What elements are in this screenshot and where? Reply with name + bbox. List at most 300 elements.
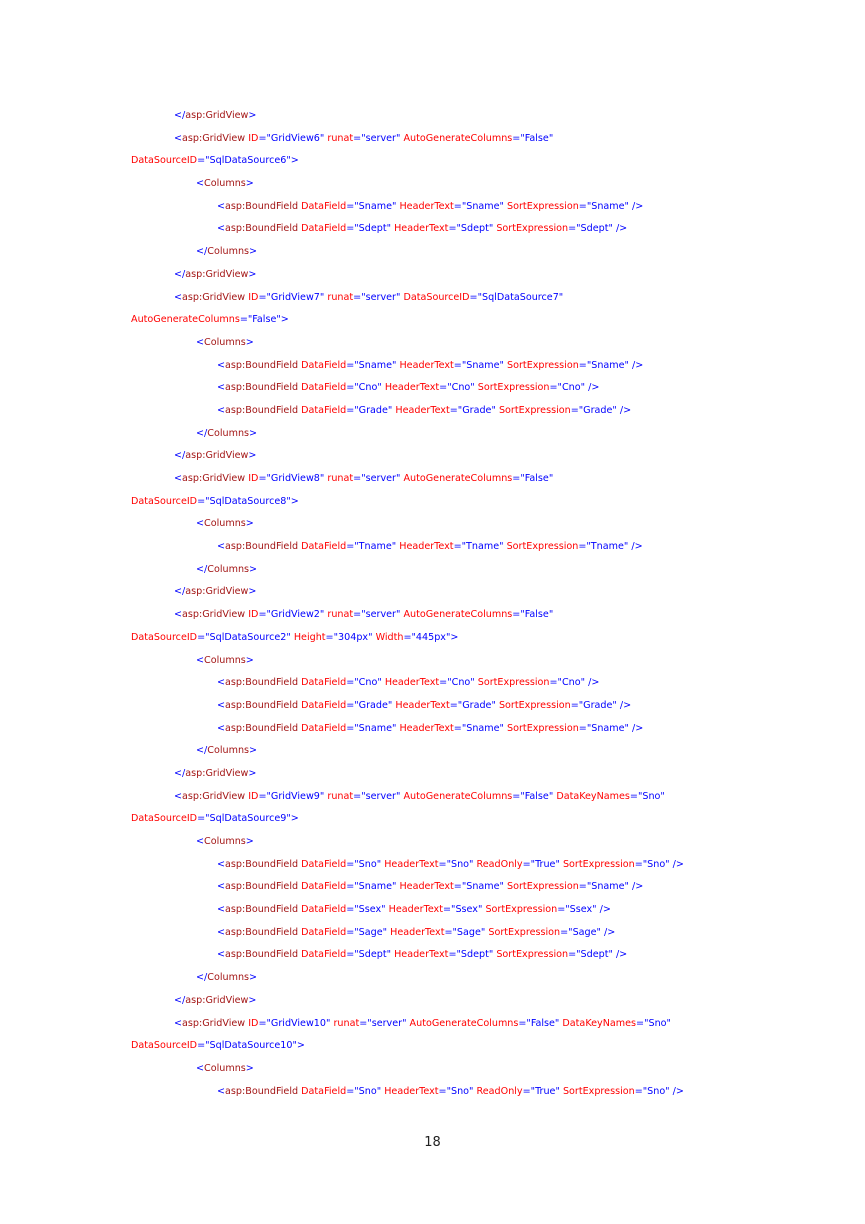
code-token-name: asp:GridView [182, 790, 246, 802]
code-token-attr: HeaderText [395, 699, 450, 711]
code-token-val: "SqlDataSource2" [205, 631, 291, 643]
code-token-val: "False" [526, 1017, 560, 1029]
code-token-tag: </ [196, 563, 208, 575]
code-token-attr: DataField [301, 677, 347, 689]
code-token-tag: </ [174, 268, 186, 280]
code-token-tag: = [346, 382, 355, 394]
code-token-attr: SortExpression [562, 858, 635, 870]
code-line [131, 922, 831, 945]
code-token-tag: > [249, 427, 258, 439]
code-token-tag: </ [174, 994, 186, 1006]
code-line [131, 672, 831, 695]
code-token-attr: HeaderText [394, 949, 449, 961]
code-token-tag: < [217, 382, 226, 394]
code-token-tag: = [512, 473, 521, 484]
code-token-tag: </ [174, 110, 186, 121]
code-token-val: "Sdept" [354, 949, 392, 961]
code-token-attr: SortExpression [507, 359, 579, 371]
code-token-attr: SortExpression [507, 722, 579, 734]
code-token-tag: = [258, 473, 267, 484]
code-token-tag: > [249, 972, 258, 984]
code-token-tag: = [346, 541, 355, 553]
code-token-tag: = [346, 404, 355, 416]
code-token-val: "Grade" [354, 404, 393, 416]
code-token-attr: ID [248, 132, 259, 144]
code-token-tag: = [549, 382, 558, 394]
code-token-attr: DataField [301, 722, 347, 734]
code-token-tag: = [629, 790, 638, 802]
code-line [131, 899, 831, 922]
code-token-tag: = [560, 926, 569, 938]
code-token-val: "Tname" [586, 541, 629, 553]
code-token-tag: = [346, 904, 355, 916]
code-token-val: "Sname" [586, 881, 629, 893]
code-token-name: asp:BoundField [225, 722, 299, 734]
code-token-val: "Grade" [457, 404, 496, 416]
code-token-tag: /> [672, 858, 684, 870]
code-token-tag: = [439, 382, 448, 394]
code-token-attr: runat [327, 790, 354, 802]
code-token-name: asp:BoundField [225, 359, 299, 371]
code-token-tag: < [196, 178, 205, 190]
code-line [131, 287, 831, 310]
code-line [131, 332, 831, 355]
code-line [131, 604, 831, 627]
code-token-val: "Grade" [578, 404, 617, 416]
code-token-attr: DataField [301, 1085, 347, 1097]
code-token-tag: = [634, 1085, 643, 1097]
code-token-tag: /> [615, 949, 628, 961]
code-token-val: "Sname" [586, 359, 629, 371]
code-token-attr: ReadOnly [476, 858, 523, 870]
code-token-tag: = [258, 1017, 267, 1029]
code-token-tag: = [197, 495, 206, 507]
code-token-val: "SqlDataSource8" [205, 495, 291, 507]
code-token-tag: = [634, 858, 643, 870]
code-token-val: "Sname" [461, 881, 504, 893]
code-token-tag: < [196, 1062, 205, 1074]
code-token-attr: DataSourceID [131, 155, 198, 167]
code-token-val: "True" [530, 1085, 560, 1097]
code-line [131, 854, 831, 877]
code-token-tag: = [403, 631, 412, 643]
code-token-val: "Sage" [452, 926, 486, 938]
code-line [131, 241, 831, 264]
code-token-name: asp:BoundField [225, 541, 299, 553]
code-token-attr: AutoGenerateColumns [403, 609, 513, 621]
code-token-attr: SortExpression [498, 404, 571, 416]
code-token-tag: /> [632, 881, 644, 893]
code-token-attr: ID [248, 473, 259, 484]
code-token-tag: = [578, 359, 587, 371]
code-token-attr: DataField [301, 404, 347, 416]
code-token-attr: SortExpression [488, 926, 561, 938]
code-token-tag: > [249, 563, 258, 575]
code-token-name: Columns [204, 518, 246, 530]
code-token-tag: < [196, 836, 205, 847]
code-token-attr: DataField [301, 359, 347, 371]
code-token-val: "SqlDataSource7" [477, 291, 564, 303]
code-token-val: "server" [367, 1017, 407, 1029]
code-token-val: "False" [247, 314, 281, 326]
code-token-attr: AutoGenerateColumns [409, 1017, 519, 1029]
code-token-val: "Cno" [354, 382, 382, 394]
code-line [131, 150, 831, 173]
code-token-tag: /> [599, 904, 611, 916]
code-token-tag: = [512, 132, 521, 144]
code-token-name: asp:BoundField [225, 926, 299, 938]
code-token-attr: runat [327, 291, 354, 303]
code-token-tag: > [245, 336, 254, 348]
code-line [131, 763, 831, 786]
code-token-tag: = [258, 609, 267, 621]
code-token-name: asp:BoundField [225, 223, 299, 235]
code-token-tag: </ [196, 745, 208, 757]
code-token-tag: < [217, 404, 226, 416]
code-token-name: Columns [207, 427, 250, 439]
code-token-val: "Sname" [586, 722, 629, 734]
code-token-val: "Cno" [447, 677, 475, 689]
code-token-attr: SortExpression [498, 699, 571, 711]
code-token-val: "GridView7" [266, 291, 325, 303]
code-token-name: asp:BoundField [225, 382, 299, 394]
code-line [131, 695, 831, 718]
code-token-name: Columns [204, 1062, 246, 1074]
code-line [131, 264, 831, 287]
code-token-tag: = [636, 1017, 645, 1029]
code-token-tag: /> [619, 404, 632, 416]
code-token-tag: = [522, 1085, 531, 1097]
code-token-attr: HeaderText [399, 881, 454, 893]
code-token-attr: DataField [301, 541, 347, 553]
code-line [131, 876, 831, 899]
code-token-val: "Sno" [446, 1085, 474, 1097]
code-token-val: "Cno" [354, 677, 382, 689]
code-token-tag: = [512, 790, 521, 802]
code-token-tag: > [248, 450, 257, 462]
code-token-attr: ReadOnly [476, 1085, 523, 1097]
code-token-name: asp:BoundField [225, 404, 299, 416]
code-token-tag: < [217, 722, 226, 734]
code-token-val: "server" [361, 473, 401, 484]
code-token-tag: /> [588, 677, 600, 689]
code-token-val: "Sdept" [576, 223, 613, 235]
code-token-tag: = [578, 881, 587, 893]
code-token-tag: = [557, 904, 566, 916]
code-token-tag: = [346, 858, 355, 870]
code-token-val: "server" [361, 291, 401, 303]
code-token-name: asp:BoundField [225, 949, 299, 961]
code-token-tag: = [346, 881, 355, 893]
code-token-attr: DataKeyNames [562, 1017, 637, 1029]
code-line [131, 831, 831, 854]
code-token-val: "Grade" [457, 699, 496, 711]
code-token-tag: = [359, 1017, 368, 1029]
code-token-tag: </ [196, 246, 208, 258]
code-token-name: asp:GridView [182, 609, 246, 621]
code-token-val: "server" [361, 132, 401, 144]
code-token-name: asp:BoundField [225, 881, 299, 893]
code-token-val: "Sname" [461, 200, 504, 212]
code-token-val: "GridView9" [266, 790, 325, 802]
code-token-attr: HeaderText [384, 677, 440, 689]
code-token-attr: DataField [301, 223, 347, 235]
code-token-tag: = [438, 1085, 447, 1097]
code-token-tag: > [280, 314, 289, 326]
code-token-tag: = [568, 949, 577, 961]
code-token-tag: /> [632, 359, 644, 371]
code-token-attr: ID [248, 790, 259, 802]
code-token-val: "Sname" [461, 722, 504, 734]
code-token-val: "server" [361, 790, 401, 802]
code-line [131, 400, 831, 423]
code-token-tag: < [217, 904, 226, 916]
code-token-tag: = [258, 291, 267, 303]
code-token-val: "Sno" [644, 1017, 671, 1029]
code-token-attr: SortExpression [506, 541, 579, 553]
code-token-tag: > [290, 155, 299, 167]
code-token-tag: </ [174, 586, 186, 598]
code-token-tag: = [353, 132, 362, 144]
code-token-name: Columns [204, 178, 246, 190]
code-token-attr: HeaderText [399, 541, 454, 553]
code-token-tag: = [353, 609, 362, 621]
code-token-attr: HeaderText [394, 223, 449, 235]
page-number: 18 [424, 1135, 441, 1150]
code-token-tag: = [438, 858, 447, 870]
code-token-attr: SortExpression [485, 904, 558, 916]
code-token-tag: > [245, 836, 254, 847]
code-token-name: asp:GridView [182, 132, 246, 144]
code-token-val: "Sno" [354, 858, 382, 870]
code-token-tag: = [453, 200, 462, 212]
code-token-attr: Height [293, 631, 326, 643]
code-line [131, 218, 831, 241]
code-token-attr: runat [327, 609, 354, 621]
code-line [131, 967, 831, 990]
code-line [131, 468, 831, 491]
code-token-tag: < [196, 518, 205, 530]
code-token-name: Columns [207, 745, 250, 757]
code-token-tag: = [346, 926, 355, 938]
code-token-attr: AutoGenerateColumns [131, 314, 240, 326]
code-token-attr: DataField [301, 949, 347, 961]
code-token-tag: < [217, 858, 226, 870]
code-token-tag: = [448, 223, 457, 235]
code-line [131, 355, 831, 378]
code-token-val: "False" [520, 609, 554, 621]
code-token-tag: = [353, 291, 362, 303]
code-token-val: "Cno" [557, 382, 586, 394]
code-token-tag: </ [196, 972, 208, 984]
code-line [131, 1013, 831, 1036]
code-token-val: "SqlDataSource9" [205, 813, 291, 825]
code-token-tag: < [174, 473, 183, 484]
code-token-attr: HeaderText [395, 404, 450, 416]
code-token-tag: < [217, 699, 226, 711]
code-token-val: "Sname" [461, 359, 504, 371]
code-token-tag: = [346, 699, 355, 711]
code-token-name: asp:BoundField [225, 1085, 299, 1097]
code-token-attr: ID [248, 1017, 259, 1029]
code-token-tag: = [453, 881, 462, 893]
code-token-val: "GridView2" [266, 609, 325, 621]
code-token-attr: DataKeyNames [556, 790, 630, 802]
code-token-tag: > [248, 268, 257, 280]
code-token-val: "GridView10" [266, 1017, 331, 1029]
code-line [131, 944, 831, 967]
code-token-val: "Sno" [642, 858, 670, 870]
code-token-val: "GridView8" [266, 473, 325, 484]
code-token-tag: /> [632, 200, 644, 212]
code-line [131, 445, 831, 468]
code-token-tag: = [346, 1085, 355, 1097]
code-token-attr: DataSourceID [131, 813, 198, 825]
code-token-attr: DataField [301, 382, 347, 394]
code-token-name: asp:GridView [185, 586, 249, 598]
code-token-val: "Sname" [354, 359, 397, 371]
code-line [131, 128, 831, 151]
code-token-tag: /> [619, 699, 632, 711]
code-token-tag: = [549, 677, 558, 689]
code-token-tag: = [512, 609, 521, 621]
code-token-attr: HeaderText [388, 904, 443, 916]
code-token-tag: < [217, 1085, 226, 1097]
code-token-tag: = [197, 631, 206, 643]
code-token-name: Columns [204, 654, 246, 666]
code-token-attr: SortExpression [496, 949, 569, 961]
code-token-tag: < [174, 1017, 183, 1029]
code-token-tag: = [453, 541, 462, 553]
code-token-name: asp:BoundField [225, 699, 299, 711]
code-token-val: "Sage" [568, 926, 601, 938]
code-token-name: Columns [204, 836, 246, 847]
code-token-name: Columns [204, 336, 246, 348]
code-line [131, 740, 831, 763]
code-token-val: "Sname" [354, 881, 397, 893]
code-token-name: Columns [207, 563, 250, 575]
code-token-tag: = [346, 722, 355, 734]
code-token-tag: < [217, 881, 226, 893]
code-token-tag: = [346, 200, 355, 212]
code-line [131, 377, 831, 400]
code-token-tag: /> [604, 926, 616, 938]
code-token-attr: DataSourceID [131, 1040, 198, 1052]
code-token-attr: AutoGenerateColumns [403, 473, 513, 484]
code-token-attr: SortExpression [507, 200, 579, 212]
code-token-val: "Sno" [637, 790, 665, 802]
code-token-val: "False" [520, 473, 554, 484]
code-token-tag: </ [196, 427, 208, 439]
code-token-tag: > [245, 1062, 254, 1074]
code-token-tag: = [346, 949, 355, 961]
code-token-tag: = [197, 813, 206, 825]
code-token-tag: < [217, 200, 226, 212]
code-token-attr: DataField [301, 926, 347, 938]
code-token-val: "Sdept" [456, 949, 494, 961]
code-token-tag: < [217, 541, 226, 553]
code-token-tag: = [449, 699, 458, 711]
code-token-tag: < [217, 926, 226, 938]
code-token-tag: = [346, 677, 355, 689]
code-token-attr: SortExpression [477, 677, 550, 689]
code-token-tag: < [174, 609, 183, 621]
code-line [131, 990, 831, 1013]
code-listing [131, 105, 831, 1103]
code-token-tag: > [249, 745, 258, 757]
code-token-val: "Tname" [461, 541, 504, 553]
code-token-tag: < [174, 291, 183, 303]
code-token-name: asp:GridView [185, 994, 249, 1006]
code-line [131, 718, 831, 741]
code-token-tag: > [248, 586, 257, 598]
code-token-tag: > [249, 246, 258, 258]
code-line [131, 1035, 831, 1058]
code-token-tag: /> [615, 223, 628, 235]
code-token-attr: DataField [301, 858, 347, 870]
code-token-val: "Sname" [586, 200, 629, 212]
code-line [131, 581, 831, 604]
code-token-attr: DataField [301, 904, 347, 916]
code-line [131, 1058, 831, 1081]
code-token-val: "Sno" [446, 858, 474, 870]
code-token-tag: > [245, 654, 254, 666]
code-token-tag: < [174, 790, 183, 802]
code-token-tag: < [217, 359, 226, 371]
code-token-tag: = [570, 404, 579, 416]
code-line [131, 536, 831, 559]
code-token-tag: /> [632, 722, 644, 734]
code-token-val: "Sdept" [456, 223, 494, 235]
code-token-tag: </ [174, 450, 186, 462]
code-token-val: "SqlDataSource10" [205, 1040, 297, 1052]
code-token-tag: > [450, 631, 459, 643]
code-token-tag: = [518, 1017, 527, 1029]
code-token-tag: = [522, 858, 531, 870]
code-line [131, 786, 831, 809]
code-token-tag: = [346, 359, 355, 371]
code-token-tag: > [245, 518, 254, 530]
code-token-val: "Sname" [354, 200, 397, 212]
code-token-name: asp:GridView [182, 291, 246, 303]
code-token-attr: Width [375, 631, 404, 643]
code-token-name: Columns [207, 972, 250, 984]
code-token-tag: < [217, 223, 226, 235]
code-token-tag: /> [631, 541, 643, 553]
code-token-tag: = [258, 132, 267, 144]
code-token-attr: HeaderText [384, 1085, 439, 1097]
code-token-tag: < [217, 677, 226, 689]
code-line [131, 196, 831, 219]
code-token-attr: ID [248, 609, 259, 621]
code-token-val: "Ssex" [451, 904, 483, 916]
code-token-name: asp:GridView [185, 110, 249, 121]
code-token-tag: = [258, 790, 267, 802]
code-line [131, 423, 831, 446]
code-token-attr: DataSourceID [131, 631, 198, 643]
code-token-attr: SortExpression [477, 382, 550, 394]
code-token-tag: < [196, 654, 205, 666]
code-token-tag: > [290, 813, 299, 825]
code-token-name: asp:GridView [182, 1017, 246, 1029]
code-token-attr: HeaderText [384, 858, 439, 870]
code-token-tag: = [578, 722, 587, 734]
code-token-val: "Tname" [354, 541, 397, 553]
code-token-attr: AutoGenerateColumns [403, 790, 513, 802]
code-token-tag: = [325, 631, 334, 643]
code-token-val: "False" [520, 790, 554, 802]
code-token-tag: = [449, 404, 458, 416]
